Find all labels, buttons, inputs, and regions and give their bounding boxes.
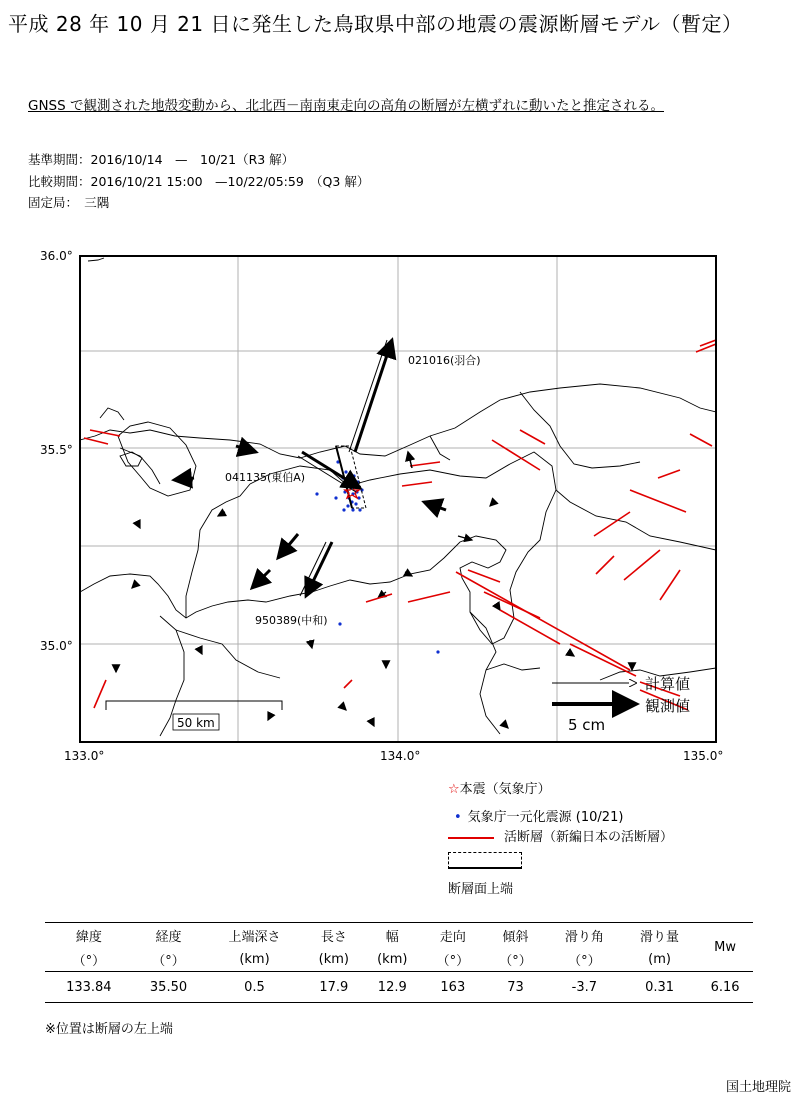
lon-tick-134: 134.0° <box>380 749 421 763</box>
lat-tick-36: 36.0° <box>40 249 73 263</box>
param-header: 緯度 <box>45 923 133 948</box>
main-vectors <box>174 340 446 596</box>
param-unit: （°） <box>499 953 532 969</box>
gsi-credit: 国土地理院 <box>725 1080 791 1095</box>
param-unit: （°） <box>152 953 185 969</box>
param-header: 長さ <box>305 923 363 948</box>
param-header: 滑り量 <box>622 923 697 948</box>
vector-scale <box>552 675 690 734</box>
station-label-021016: 021016(羽合) <box>408 354 481 367</box>
fault-model-map <box>0 240 805 770</box>
param-value: 12.9 <box>363 972 421 1003</box>
svg-text:観測値: 観測値 <box>645 697 691 715</box>
compare-period: 比較期間：2016/10/21 15:00 —10/22/05:59 （Q3 解） <box>28 174 370 189</box>
legend-fault-top: 断層面上端 <box>448 882 514 897</box>
svg-text:計算値: 計算値 <box>645 675 691 693</box>
param-header: 上端深さ <box>204 923 304 948</box>
legend-aftershocks: • 気象庁一元化震源 (10/21) <box>454 810 624 825</box>
red-line-icon <box>448 837 494 839</box>
station-label-041135: 041135(東伯A) <box>225 471 306 484</box>
param-value: 133.84 <box>45 972 133 1003</box>
fixed-station: 固定局： 三隅 <box>28 195 110 210</box>
aftershock-epicenters <box>315 460 439 653</box>
base-period: 基準期間：2016/10/14 — 10/21（R3 解） <box>28 152 295 167</box>
param-value: 6.16 <box>697 972 753 1003</box>
param-header-mw: Mw <box>697 923 753 972</box>
legend-fault-box <box>448 852 522 873</box>
param-header: 走向 <box>422 923 485 948</box>
dot-icon: • <box>454 810 462 825</box>
param-unit: (km) <box>318 951 349 967</box>
param-unit: （°） <box>436 953 470 969</box>
summary-text: GNSS で観測された地殻変動から、北北西－南南東走向の高角の断層が左横ずれに動いたと推定される。 <box>28 98 664 114</box>
svg-text:50 km: 50 km <box>177 716 215 730</box>
param-unit: (m) <box>648 951 671 967</box>
page-title: 平成 28 年 10 月 21 日に発生した鳥取県中部の地震の震源断層モデル（暫定） <box>8 12 743 36</box>
fault-parameter-table <box>45 922 753 1003</box>
param-value: 73 <box>484 972 547 1003</box>
param-unit: （°） <box>568 953 601 969</box>
param-value: 0.5 <box>204 972 304 1003</box>
param-value: 163 <box>422 972 485 1003</box>
lat-tick-35-5: 35.5° <box>40 443 73 457</box>
param-value: 0.31 <box>622 972 697 1003</box>
param-unit: （°） <box>72 953 106 969</box>
lon-tick-135: 135.0° <box>683 749 724 763</box>
param-value: -3.7 <box>547 972 622 1003</box>
param-header: 経度 <box>133 923 205 948</box>
param-value: 17.9 <box>305 972 363 1003</box>
param-value: 35.50 <box>133 972 205 1003</box>
star-icon: ☆ <box>448 782 460 797</box>
station-vectors-small <box>116 502 632 728</box>
svg-text:5 cm: 5 cm <box>568 716 606 734</box>
distance-scale <box>106 701 282 730</box>
legend-active-fault: 活断層（新編日本の活断層） <box>448 826 673 845</box>
param-header: 幅 <box>363 923 421 948</box>
active-faults <box>84 340 716 710</box>
lat-tick-35: 35.0° <box>40 639 73 653</box>
param-header: 傾斜 <box>484 923 547 948</box>
lon-tick-133: 133.0° <box>64 749 105 763</box>
param-header: 滑り角 <box>547 923 622 948</box>
param-unit: (km) <box>377 951 408 967</box>
station-label-950389: 950389(中和) <box>255 614 328 627</box>
legend-mainshock: ☆本震（気象庁） <box>448 782 551 797</box>
param-unit: (km) <box>239 951 270 967</box>
dashed-box-icon <box>448 852 522 869</box>
position-note: ※位置は断層の左上端 <box>45 1022 173 1037</box>
